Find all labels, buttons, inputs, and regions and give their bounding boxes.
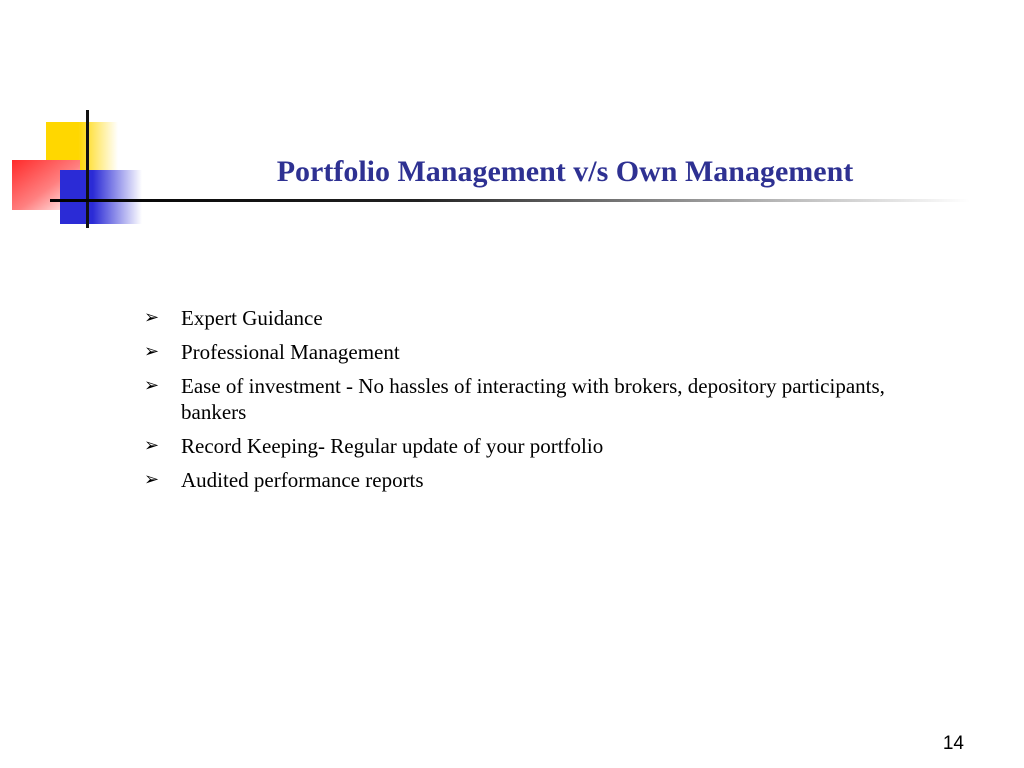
bullet-item-ease-of-investment (142, 373, 932, 425)
vertical-rule (86, 110, 89, 228)
title-decoration (0, 0, 160, 240)
bullet-text: Ease of investment - No hassles of interacting with brokers, depository participants, bankers (181, 374, 885, 424)
arrowhead-bullet-icon: ➢ (144, 469, 160, 490)
title-underline-rule (50, 199, 970, 202)
page-number: 14 (942, 733, 964, 754)
bullet-item-audited-reports (142, 467, 932, 493)
slide-title: Portfolio Management v/s Own Management (276, 155, 854, 188)
bullet-list (142, 305, 932, 501)
bullet-item-professional-management (142, 339, 932, 365)
arrowhead-bullet-icon: ➢ (144, 307, 160, 328)
bullet-text: Expert Guidance (181, 306, 323, 330)
bullet-text: Record Keeping- Regular update of your portfolio (181, 434, 604, 458)
bullet-item-expert-guidance (142, 305, 932, 331)
arrowhead-bullet-icon: ➢ (144, 375, 160, 396)
arrowhead-bullet-icon: ➢ (144, 341, 160, 362)
arrowhead-bullet-icon: ➢ (144, 435, 160, 456)
bullet-item-record-keeping (142, 433, 932, 459)
bullet-text: Audited performance reports (181, 468, 424, 492)
bullet-text: Professional Management (181, 340, 400, 364)
blue-square-decoration (60, 170, 142, 224)
